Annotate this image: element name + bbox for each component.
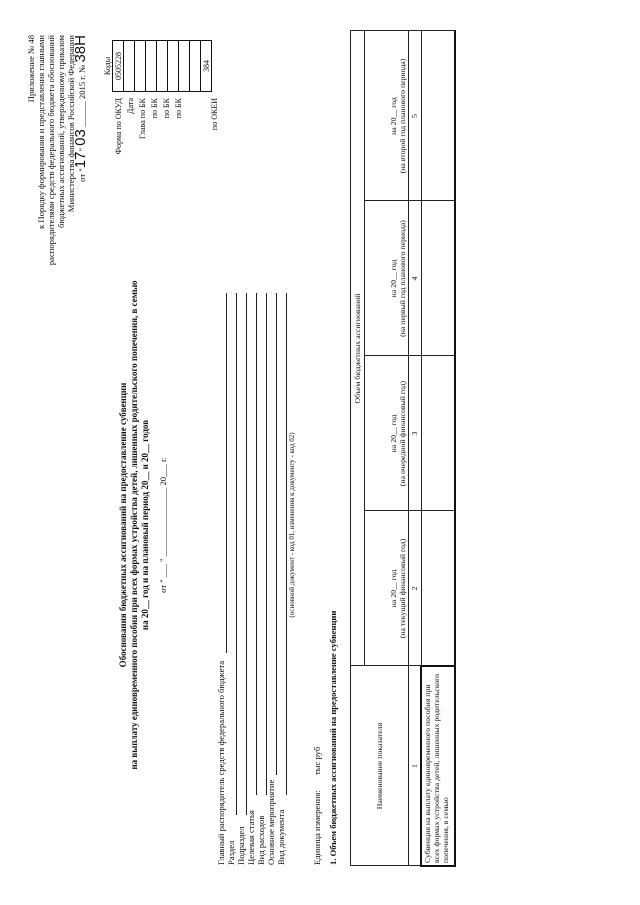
osnovnoe-underline bbox=[276, 293, 277, 775]
row-1-value bbox=[421, 511, 455, 666]
row-1-name: Субвенция на выплату единовременного пособия при всех формах устройства детей, лишенных родительского попечения, в семью bbox=[421, 666, 455, 866]
codes-table bbox=[102, 40, 212, 92]
handwritten-month: 03 bbox=[72, 129, 89, 146]
row-1-value bbox=[421, 201, 455, 356]
appendix-line: к Порядку формирования и представления главными bbox=[36, 35, 46, 229]
celevaya-underline bbox=[256, 293, 257, 795]
handwritten-day: 17 bbox=[72, 151, 89, 169]
vid-dokumenta-underline bbox=[286, 293, 287, 795]
row-1-value bbox=[421, 31, 455, 201]
unit-label: Единица измерения: bbox=[312, 790, 322, 865]
razdel-underline bbox=[236, 293, 237, 815]
appendix-block bbox=[26, 35, 87, 455]
form-okud-label: Форма по ОКУД bbox=[114, 98, 123, 155]
celevaya-label: Целевая статья bbox=[246, 810, 256, 865]
podrazdel-underline bbox=[246, 293, 247, 815]
heading-line-2: на выплату единовременного пособия при всех формах устройства детей, лишенных родительского попечения, в семью bbox=[129, 280, 139, 770]
group-header: Объем бюджетных ассигнований bbox=[351, 31, 365, 666]
col-number: 4 bbox=[409, 201, 422, 356]
year-4-header: на 20__ год (на второй год планового периода) bbox=[365, 31, 409, 201]
vid-rashodov-underline bbox=[266, 293, 267, 795]
date-code-cell bbox=[124, 41, 135, 92]
form-code-cell: 0505228 bbox=[113, 41, 124, 92]
col-number: 2 bbox=[409, 511, 422, 666]
osnovnoe-label: Основное мероприятие bbox=[266, 779, 276, 865]
col-number: 3 bbox=[409, 356, 422, 511]
appendix-title: Приложение № 48 bbox=[26, 35, 36, 103]
bk-label: по БК bbox=[174, 98, 183, 119]
bk1-code-cell bbox=[146, 41, 157, 92]
vid-rashodov-label: Вид расходов bbox=[256, 815, 266, 865]
col-number: 1 bbox=[409, 666, 422, 866]
codes-header: Коды bbox=[102, 56, 112, 76]
document-date-line: от " ___ " ________________ 20___ г. bbox=[158, 457, 168, 593]
okei-label: по ОКЕИ bbox=[210, 98, 219, 131]
grbs-underline bbox=[226, 293, 227, 653]
heading-line-3: на 20__ год и на плановый период 20__ и 20__ годов bbox=[140, 419, 150, 631]
grbs-label: Главный распорядитель средств федерального бюджета bbox=[216, 660, 226, 865]
glava-code-cell bbox=[135, 41, 146, 92]
col-number: 5 bbox=[409, 31, 422, 201]
vid-dokumenta-label: Вид документа bbox=[276, 809, 286, 865]
okei-code-cell: 384 bbox=[201, 41, 212, 92]
bk2-code-cell bbox=[157, 41, 168, 92]
budget-table bbox=[350, 31, 456, 868]
appendix-line: распорядителями средств федерального бюджета обоснований bbox=[46, 35, 56, 266]
doc-hint: (основной документ - код 01, изменения к документу - код 02) bbox=[288, 432, 296, 618]
handwritten-order-number: 38Н bbox=[72, 35, 89, 63]
razdel-label: Раздел bbox=[226, 840, 236, 865]
year-2-header: на 20__ год (на очередной финансовый год) bbox=[365, 356, 409, 511]
codes-box bbox=[102, 40, 262, 235]
glava-label: Глава по БК bbox=[138, 98, 147, 139]
document-sheet bbox=[20, 25, 620, 885]
appendix-line: бюджетных ассигнований, утвержденному приказом bbox=[56, 35, 66, 229]
date-label: Дата bbox=[126, 98, 135, 114]
empty-code-cell bbox=[190, 41, 201, 92]
appendix-date-line: от "17" 03 ______ 2015 г. № 38Н bbox=[72, 35, 89, 182]
heading-line-1: Обоснования бюджетных ассигнований на предоставление субвенции bbox=[118, 382, 128, 668]
bk-label: по БК bbox=[150, 98, 159, 119]
col-name-header: Наименование показателя bbox=[351, 666, 409, 866]
appendix-line: Министерства финансов Российской Федерации bbox=[66, 35, 76, 213]
document-heading bbox=[118, 245, 151, 805]
empty-code-cell bbox=[179, 41, 190, 92]
row-1-value bbox=[421, 356, 455, 511]
section-1-title: 1. Объем бюджетных ассигнований на предоставление субвенции bbox=[328, 610, 338, 865]
podrazdel-label: Подраздел bbox=[236, 826, 246, 865]
bk-label: по БК bbox=[162, 98, 171, 119]
bk3-code-cell bbox=[168, 41, 179, 92]
year-1-header: на 20__ год (на текущий финансовый год) bbox=[365, 511, 409, 666]
year-3-header: на 20__ год (на первый год планового периода) bbox=[365, 201, 409, 356]
unit-value: тыс руб bbox=[312, 746, 322, 775]
